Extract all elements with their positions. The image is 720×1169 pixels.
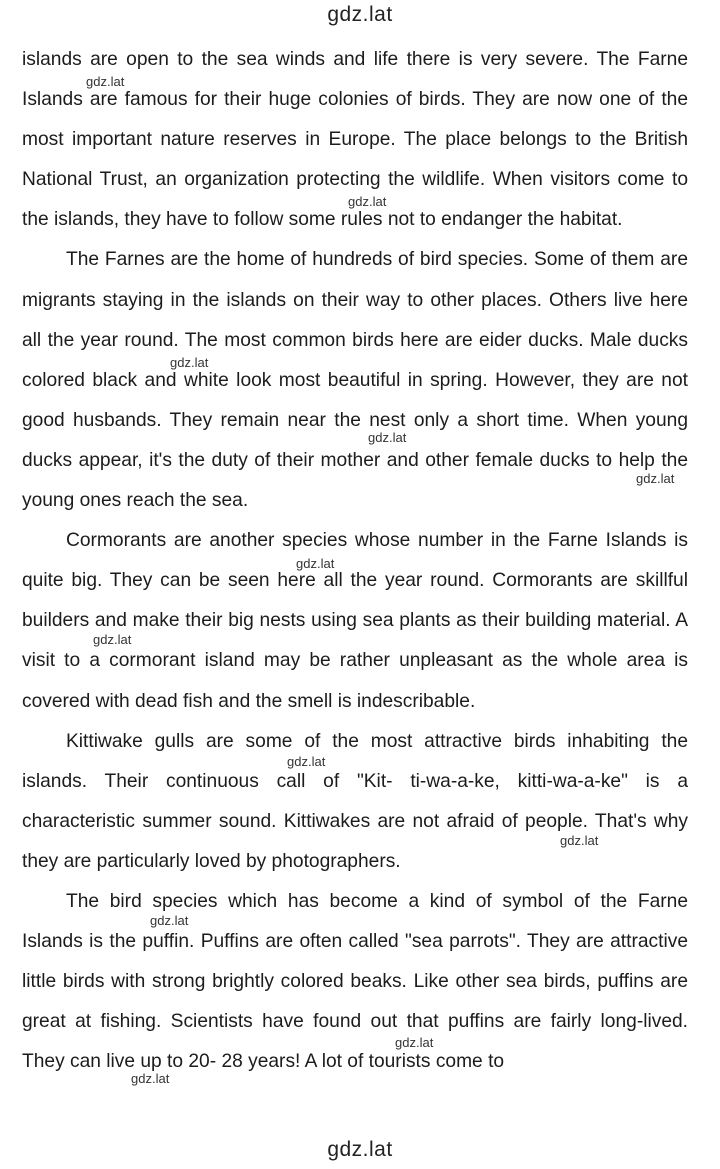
inline-watermark: gdz.lat — [131, 1071, 170, 1086]
inline-watermark: gdz.lat — [93, 632, 132, 647]
inline-watermark: gdz.lat — [296, 556, 335, 571]
inline-watermark: gdz.lat — [170, 355, 209, 370]
site-header-watermark: gdz.lat — [327, 3, 393, 26]
inline-watermark: gdz.lat — [368, 430, 407, 445]
inline-watermark: gdz.lat — [636, 471, 675, 486]
site-footer-watermark: gdz.lat — [327, 1138, 393, 1161]
paragraph-cormorants: Cormorants are another species whose number in the Farne Islands is quite big. They can be seen here all the year round. Cormorants are skillful builders and make their big nests using sea plants as their building material. A visit to a cormorant island may be rather unpleasant as the whole area is covered with dead fish and the smell is indescribable. — [22, 530, 688, 712]
paragraph-farne-islands-intro: islands are open to the sea winds and life there is very severe. The Farne Islands are famous for their huge colonies of birds. They are now one of the most important nature reserves in Europe. The place belongs to the British National Trust, an organization protecting the wildlife. When visitors come to the islands, they have to follow some rules not to endanger the habitat. — [22, 49, 688, 231]
paragraph-kittiwake-gulls: Kittiwake gulls are some of the most attractive birds inhabiting the islands. Their continuous call of "Kit- ti-wa-a-ke, kitti-wa-a-ke" is a characteristic summer sound. Kittiwakes are not afraid of people. That's why they are particularly loved by photographers. — [22, 730, 688, 872]
inline-watermark: gdz.lat — [287, 754, 326, 769]
inline-watermark: gdz.lat — [560, 833, 599, 848]
inline-watermark: gdz.lat — [150, 913, 189, 928]
inline-watermark: gdz.lat — [395, 1035, 434, 1050]
paragraph-puffins: The bird species which has become a kind of symbol of the Farne Islands is the puffin. Puffins are often called "sea parrots". They are attractive little birds with strong brightly colored beaks. Like other sea birds, puffins are great at fishing. Scientists have found out that puffins are fairly long-lived. They can live up to 20- 28 years! A lot of tourists come to — [22, 890, 688, 1073]
inline-watermark: gdz.lat — [348, 194, 387, 209]
inline-watermark: gdz.lat — [86, 74, 125, 89]
paragraph-farnes-bird-species: The Farnes are the home of hundreds of bird species. Some of them are migrants staying in the islands on their way to other places. Others live here all the year round. The most common birds here are eider ducks. Male ducks colored black and white look most beautiful in spring. However, they are not good husbands. They remain near the nest only a short time. When young ducks appear, it's the duty of their mother and other female ducks to help the young ones reach the sea. — [22, 249, 688, 512]
